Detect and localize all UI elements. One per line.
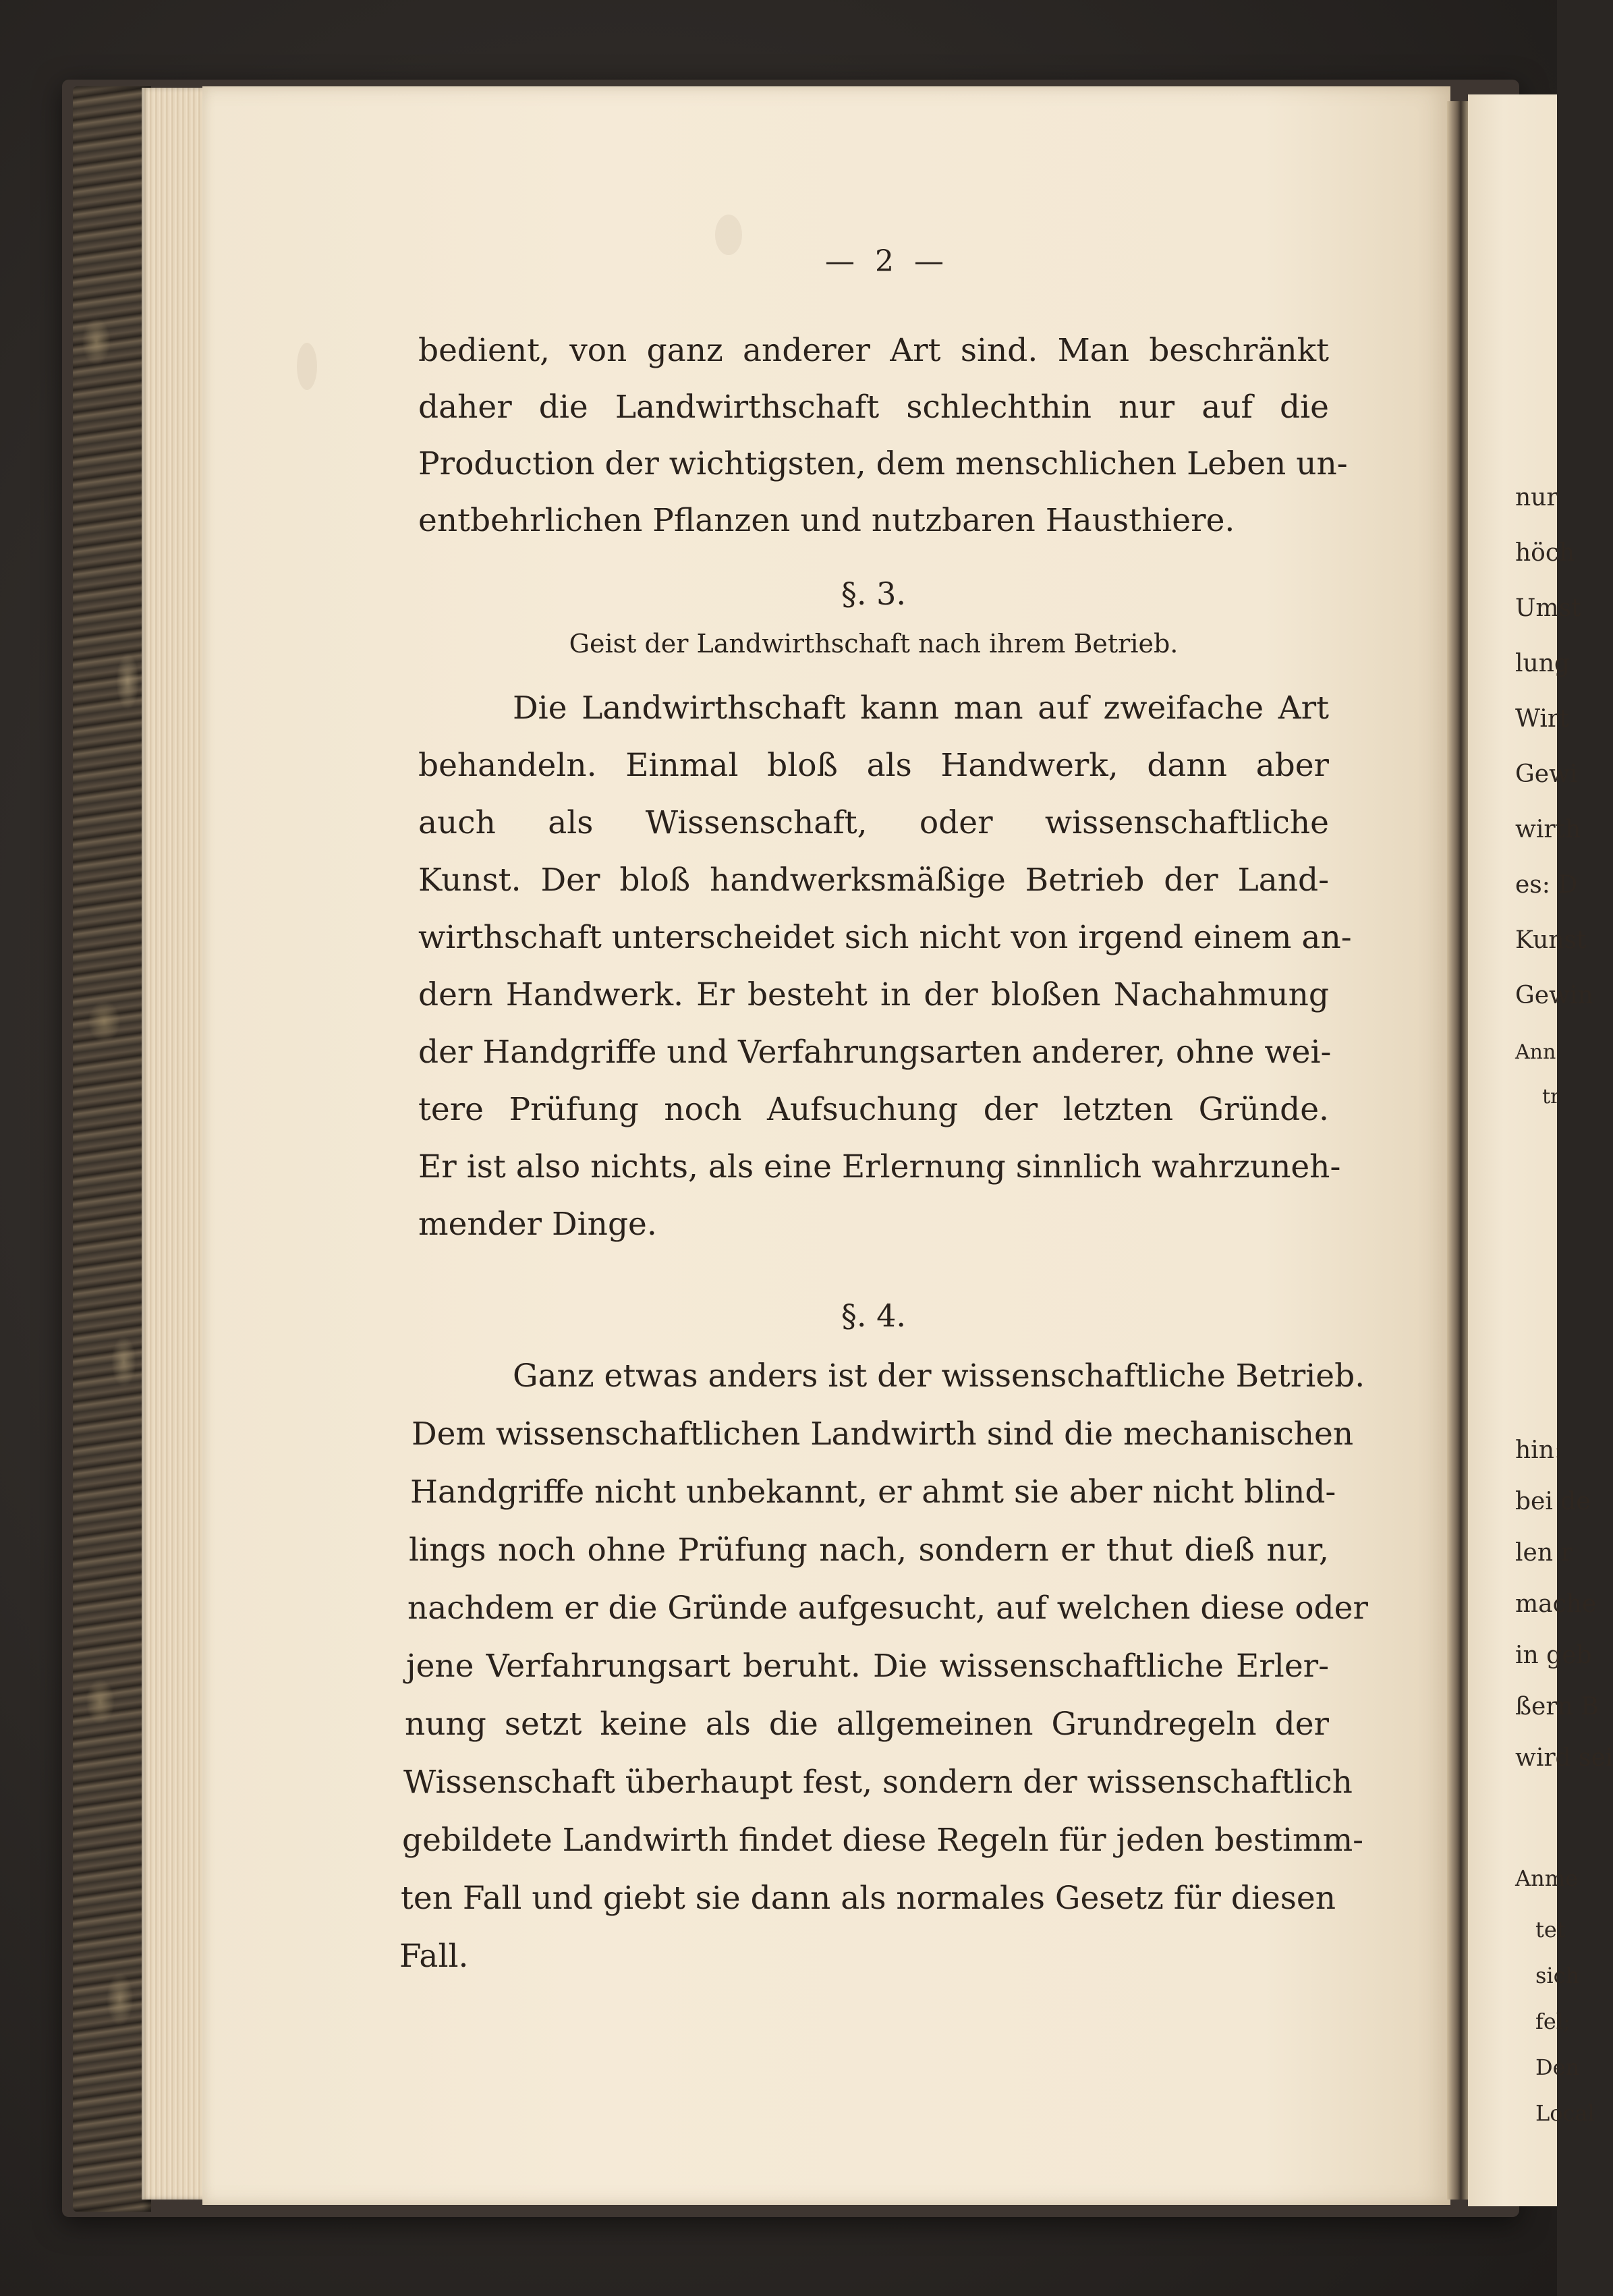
text-line: dern Handwerk. Er besteht in der bloßen Nachahmung <box>418 976 1329 1013</box>
next-page-line: in geb <box>1515 1642 1592 1669</box>
text-line: auch als Wissenschaft, oder wissenschaftliche <box>418 804 1329 841</box>
next-page-line: bei de <box>1515 1488 1591 1515</box>
text-line: Handgriffe nicht unbekannt, er ahmt sie aber nicht blind- <box>410 1474 1336 1511</box>
next-page-line: sich <box>1535 1963 1580 1988</box>
text-line: daher die Landwirthschaft schlechthin nur auf die <box>418 389 1329 426</box>
book-gutter <box>1447 101 1470 2200</box>
next-page-line: Anme <box>1515 1866 1578 1891</box>
text-line: nung setzt keine als die allgemeinen Grundregeln der <box>405 1706 1329 1743</box>
next-page-line: Ann <box>1515 1040 1556 1064</box>
text-line: entbehrlichen Pflanzen und nutzbaren Hausthiere. <box>418 502 1235 539</box>
next-page-line: len r <box>1515 1539 1573 1567</box>
text-line: Ganz etwas anders ist der wissenschaftliche Betrieb. <box>513 1357 1365 1395</box>
text-line: ten Fall und giebt sie dann als normales Gesetz für diesen <box>401 1880 1336 1917</box>
text-line: wirthschaft unterscheidet sich nicht von irgend einem an- <box>418 919 1352 956</box>
next-page-line: ßern B <box>1515 1693 1599 1720</box>
paper-stain <box>297 343 317 390</box>
paper-stain <box>715 215 742 255</box>
next-page-line: hin: <box>1515 1436 1563 1464</box>
text-line: tere Prüfung noch Aufsuchung der letzten Gründe. <box>418 1091 1329 1128</box>
next-page-line: Gewi <box>1515 760 1578 788</box>
text-line: Production der wichtigsten, dem menschlichen Leben un- <box>418 445 1348 482</box>
text-line: bedient, von ganz anderer Art sind. Man beschränkt <box>418 332 1329 369</box>
section-3-heading: Geist der Landwirthschaft nach ihrem Betrieb. <box>569 629 1179 659</box>
next-page-line: Wirt <box>1515 705 1569 733</box>
next-page-line: mache <box>1515 1590 1597 1618</box>
next-page-line: Kunst <box>1515 926 1587 954</box>
next-page-line: wirth <box>1515 816 1581 843</box>
page-number: — 2 — <box>825 244 949 279</box>
next-page-line: Gewin <box>1515 982 1593 1009</box>
text-line: Er ist also nichts, als eine Erlernung sinnlich wahrzuneh- <box>418 1148 1341 1185</box>
next-page-line: tr <box>1542 1085 1560 1109</box>
text-line: Fall. <box>399 1938 469 1975</box>
next-page-line: nur <box>1515 484 1558 511</box>
text-line: mender Dinge. <box>418 1206 657 1243</box>
next-page-line: fel; <box>1535 2009 1570 2034</box>
marbled-board-edge <box>73 86 151 2212</box>
next-page-line: tet <box>1535 1917 1566 1942</box>
section-3-mark: §. 3. <box>841 576 907 612</box>
text-line: nachdem er die Gründe aufgesucht, auf welchen diese oder <box>407 1590 1368 1627</box>
text-line: der Handgriffe und Verfahrungsarten anderer, ohne wei- <box>418 1034 1332 1071</box>
next-page-line: wird sei <box>1515 1744 1613 1772</box>
next-page-line: höch <box>1515 539 1575 567</box>
text-line: Wissenschaft überhaupt fest, sondern der wissenschaftlich <box>403 1764 1353 1801</box>
text-line: Die Landwirthschaft kann man auf zweifache Art <box>513 690 1329 727</box>
text-line: gebildete Landwirth findet diese Regeln für jeden bestimm- <box>402 1822 1364 1859</box>
text-line: behandeln. Einmal bloß als Handwerk, dann aber <box>418 747 1329 784</box>
next-page-line: Den <box>1535 2054 1580 2080</box>
next-page-line: lung <box>1515 650 1570 677</box>
text-line: lings noch ohne Prüfung nach, sondern er thut dieß nur, <box>409 1532 1329 1569</box>
next-page-line: Umst <box>1515 594 1581 622</box>
next-page-line: Local <box>1535 2100 1595 2126</box>
right-page-fragment <box>1468 94 1613 2206</box>
text-line: Dem wissenschaftlichen Landwirth sind die mechanischen <box>412 1416 1354 1453</box>
text-line: jene Verfahrungsart beruht. Die wissenschaftliche Erler- <box>406 1648 1329 1685</box>
text-line: Kunst. Der bloß handwerksmäßige Betrieb der Land- <box>418 862 1329 899</box>
section-4-mark: §. 4. <box>841 1297 907 1334</box>
next-page-line: es: D <box>1515 871 1578 899</box>
